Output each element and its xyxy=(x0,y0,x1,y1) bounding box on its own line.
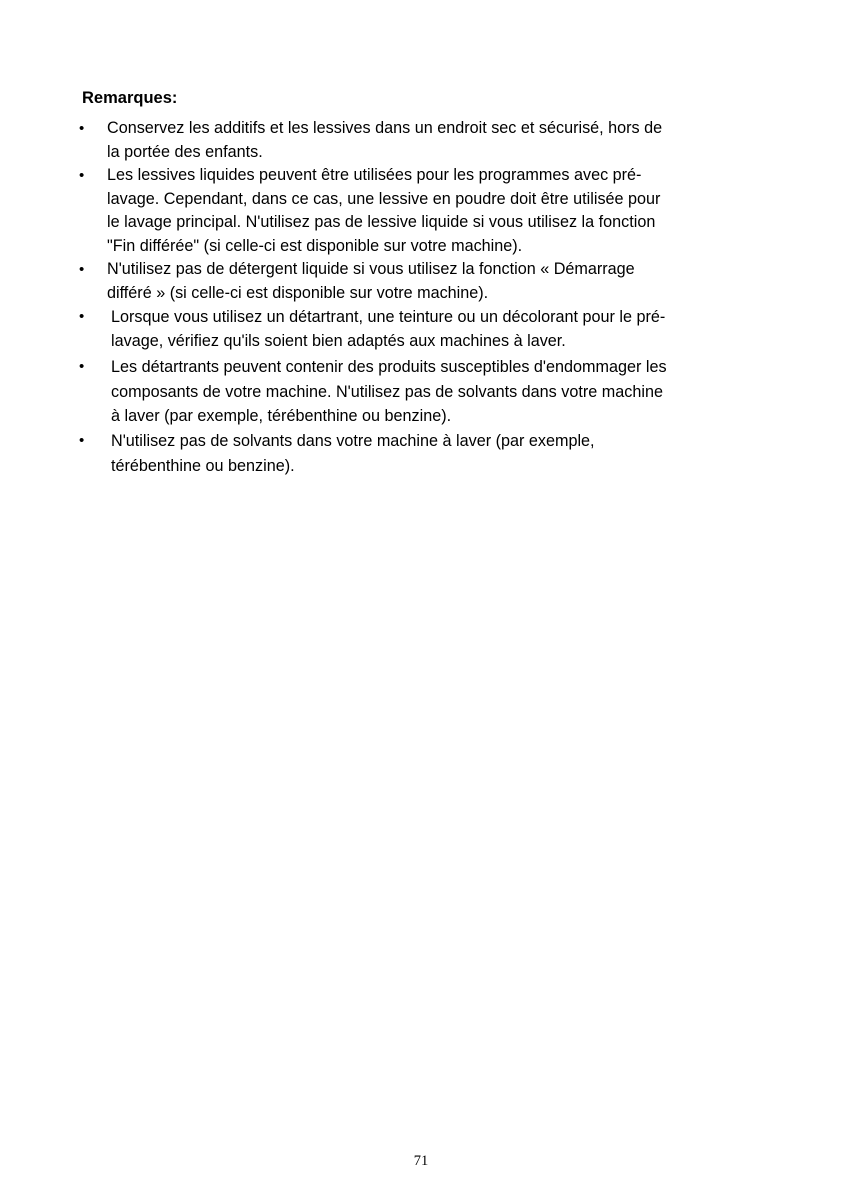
bullet-icon: • xyxy=(79,432,85,449)
bullet-icon: • xyxy=(79,358,85,375)
bullet-icon: • xyxy=(79,167,85,184)
remarks-heading: Remarques: xyxy=(82,89,178,107)
bullet-icon: • xyxy=(79,308,85,325)
list-item-text: N'utilisez pas de détergent liquide si vous utilisez la fonction « Démarrage différé » (si celle-ci est disponible sur votre machine). xyxy=(107,260,635,302)
list-item-text: N'utilisez pas de solvants dans votre machine à laver (par exemple, térébenthine ou benzine). xyxy=(111,432,595,475)
list-item-text: Conservez les additifs et les lessives dans un endroit sec et sécurisé, hors de la portée des enfants. xyxy=(107,119,663,161)
list-item-text: Les lessives liquides peuvent être utilisées pour les programmes avec pré- lavage. Cependant, dans ce cas, une lessive en poudre doit être utilisée pour le lavage principal. N'utilisez pas de lessive liquide si vous utilisez la fonction "Fin différée" (si celle-ci est disponible sur votre machine). xyxy=(107,166,661,255)
page-number: 71 xyxy=(413,1153,429,1169)
list-item-text: Lorsque vous utilisez un détartrant, une teinture ou un décolorant pour le pré- lavage, vérifiez qu'ils soient bien adaptés aux machines à laver. xyxy=(111,308,666,350)
list-item-text: Les détartrants peuvent contenir des produits susceptibles d'endommager les composants de votre machine. N'utilisez pas de solvants dans votre machine à laver (par exemple, térébenthine ou benzine). xyxy=(111,358,667,425)
bullet-icon: • xyxy=(79,261,85,278)
bullet-icon: • xyxy=(79,120,85,137)
